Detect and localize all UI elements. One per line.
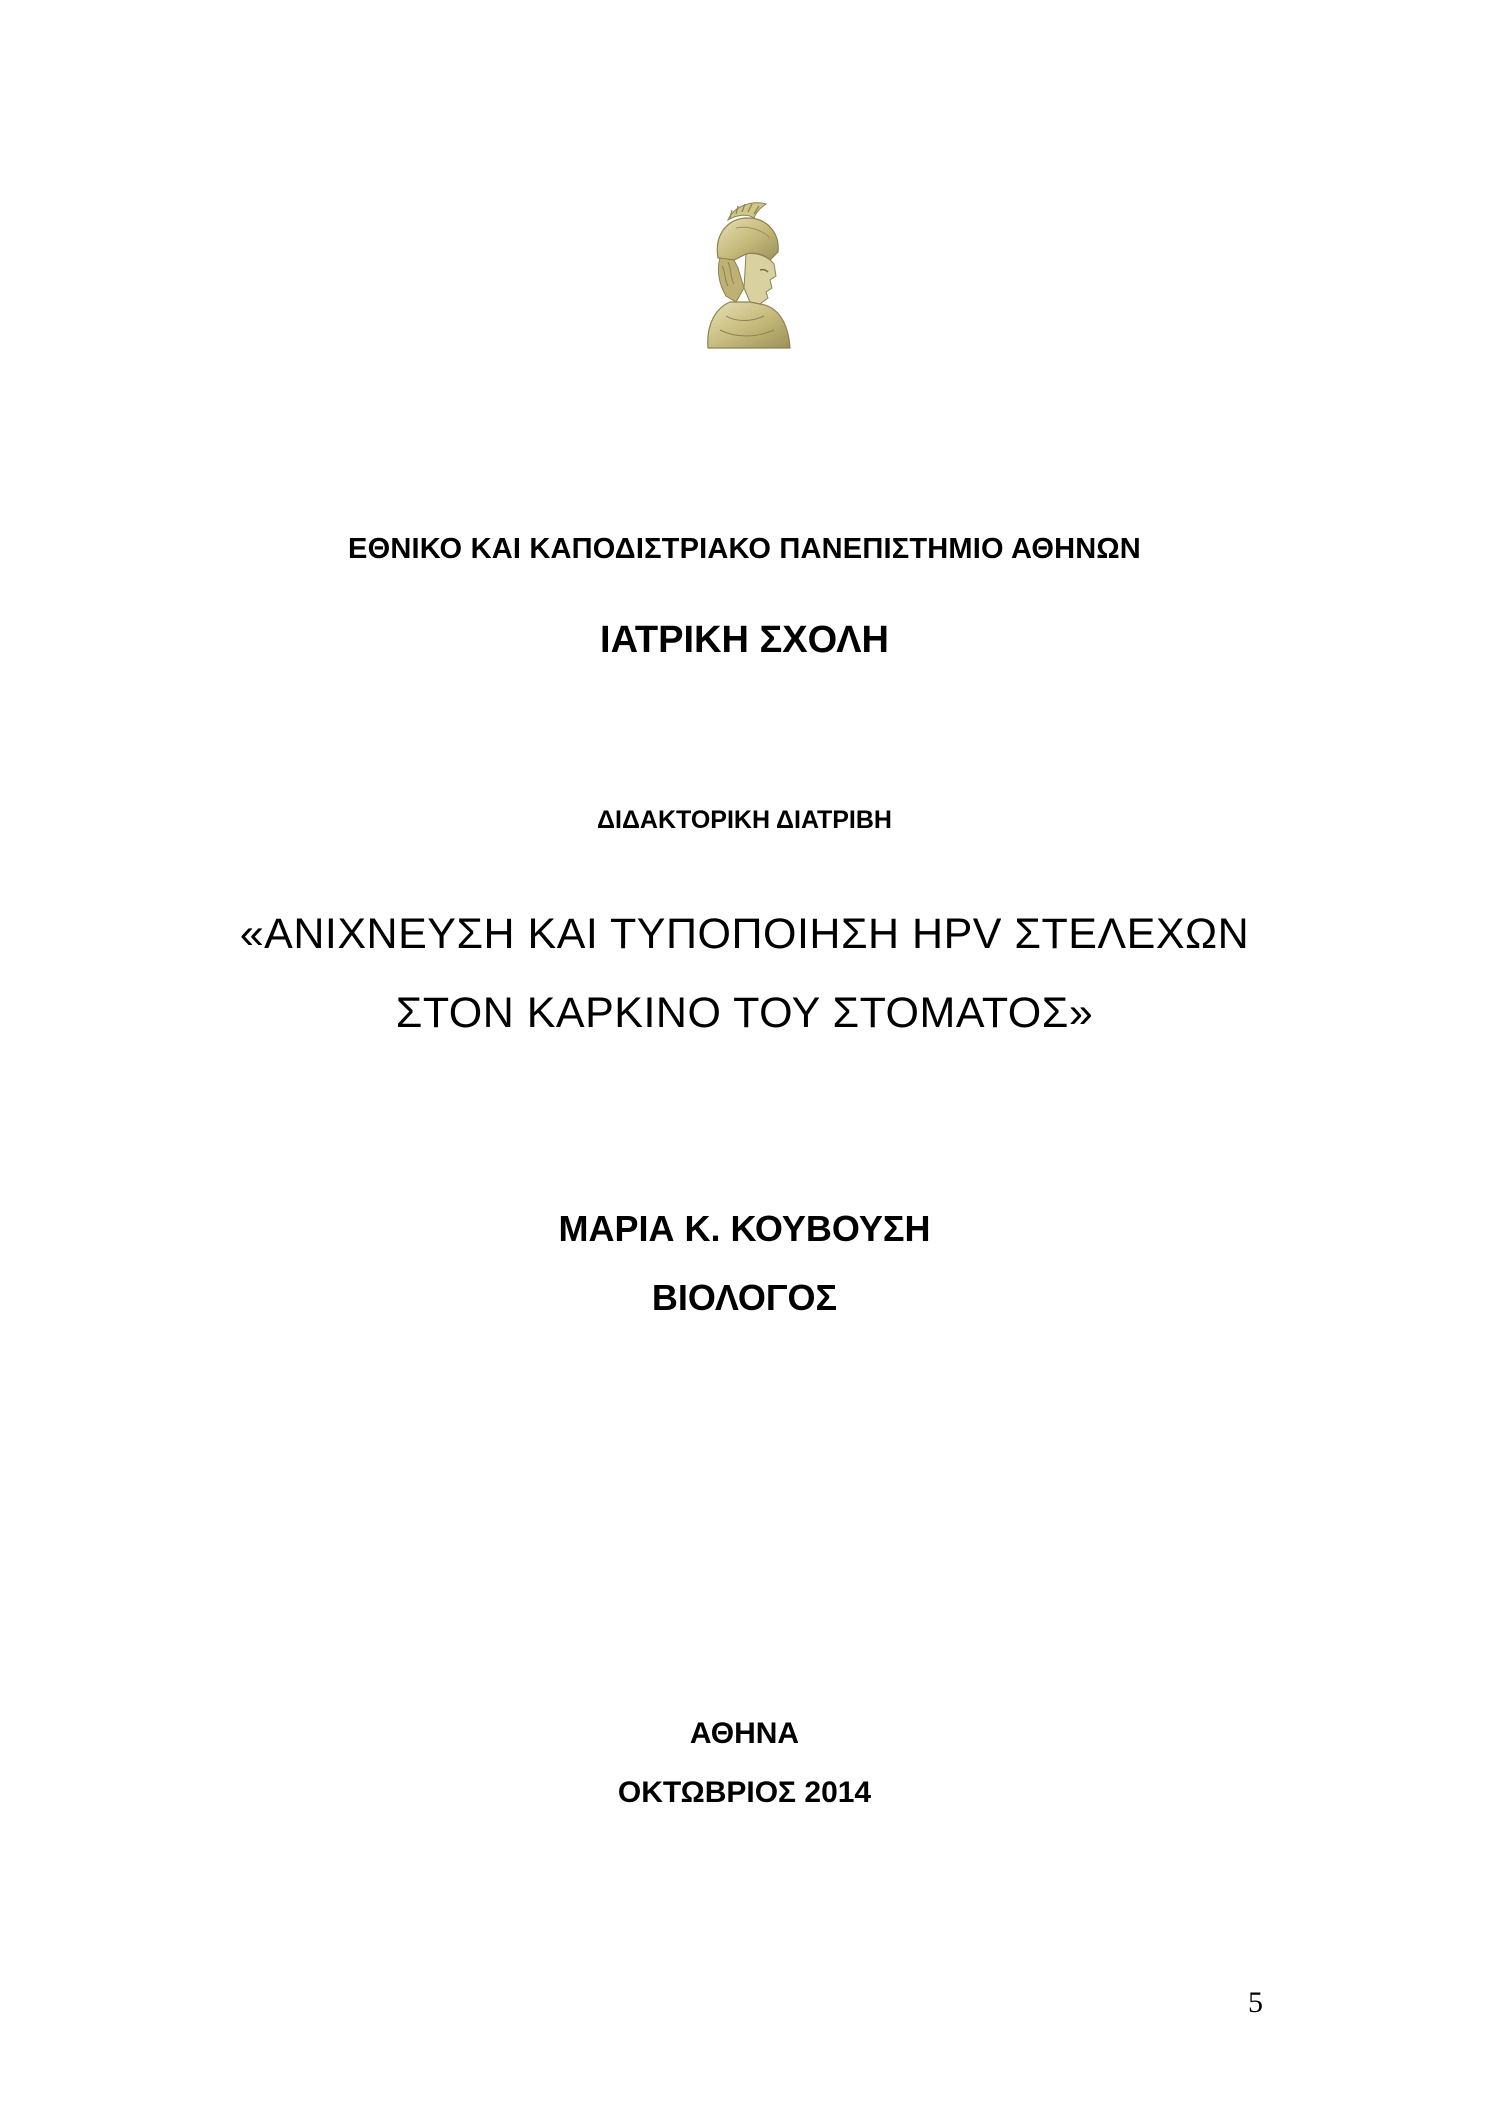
page-number: 5: [1248, 1986, 1263, 2019]
thesis-type-label: ΔΙΔΑΚΤΟΡΙΚΗ ΔΙΑΤΡΙΒΗ: [597, 806, 892, 834]
thesis-title-line-2: ΣΤΟΝ ΚΑΡΚΙΝΟ ΤΟΥ ΣΤΟΜΑΤΟΣ»: [395, 989, 1094, 1037]
author-profession: ΒΙΟΛΟΓΟΣ: [651, 1277, 838, 1318]
athena-helmet-emblem-icon: [690, 198, 802, 350]
thesis-title-line-1: «ΑΝΙΧΝΕΥΣΗ ΚΑΙ ΤΥΠΟΠΟΙΗΣΗ HPV ΣΤΕΛΕΧΩΝ: [239, 910, 1250, 958]
place-of-publication: ΑΘΗΝΑ: [689, 1717, 800, 1750]
university-name: ΕΘΝΙΚΟ ΚΑΙ ΚΑΠΟΔΙΣΤΡΙΑΚΟ ΠΑΝΕΠΙΣΤΗΜΙΟ ΑΘΗΝΩΝ: [348, 533, 1141, 565]
publication-date: ΟΚΤΩΒΡΙΟΣ 2014: [617, 1776, 872, 1809]
author-name: ΜΑΡΙΑ Κ. ΚΟΥΒΟΥΣΗ: [558, 1208, 931, 1249]
school-name: ΙΑΤΡΙΚΗ ΣΧΟΛΗ: [600, 619, 889, 661]
